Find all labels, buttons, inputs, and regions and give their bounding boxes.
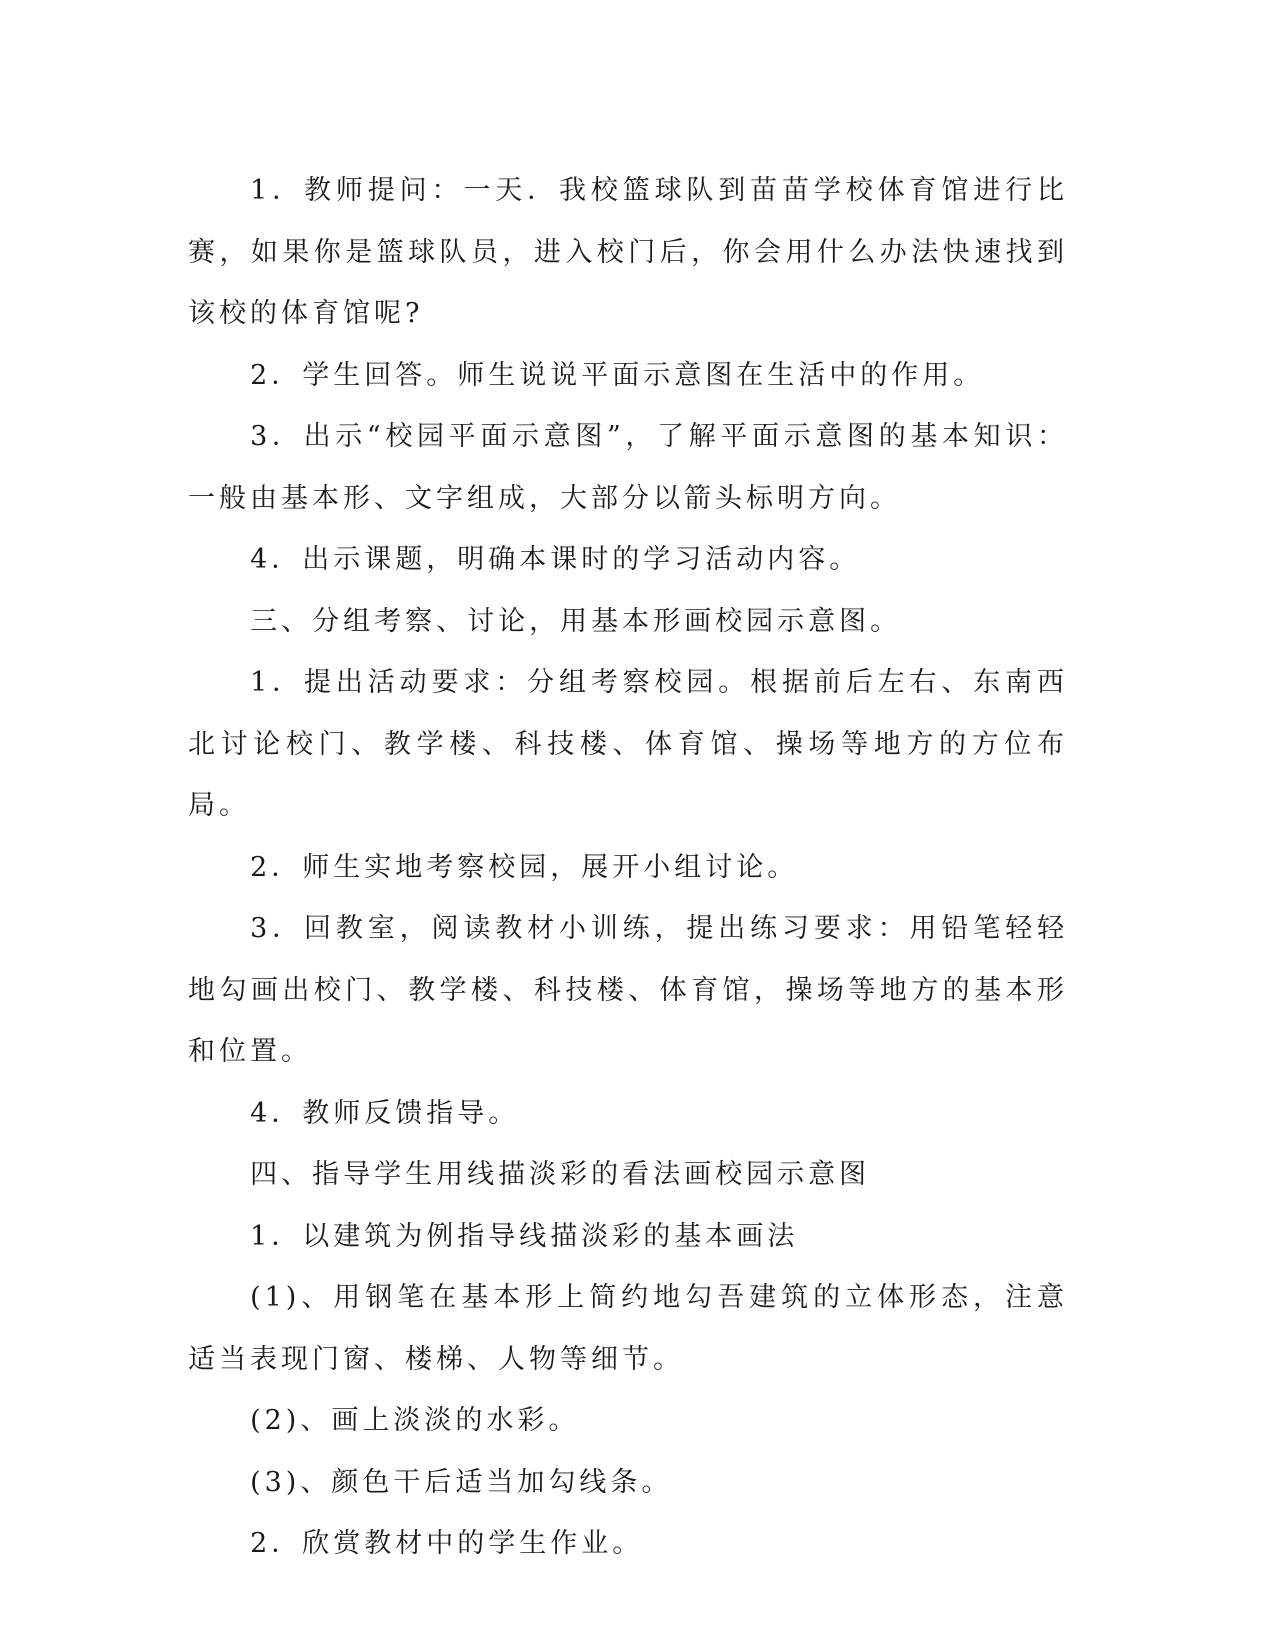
paragraph-show-campus-map: 3．出示“校园平面示意图”，了解平面示意图的基本知识：一般由基本形、文字组成，大部分以箭头标明方向。 xyxy=(188,421,1068,514)
section-heading-3: 三、分组考察、讨论，用基本形画校园示意图。 xyxy=(250,605,902,637)
paragraph-teacher-question: 1．教师提问：一天．我校篮球队到苗苗学校体育馆进行比赛，如果你是篮球队员，进入校门后，你会用什么办法快速找到该校的体育馆呢? xyxy=(188,175,1068,329)
paragraph-show-topic: 4．出示课题，明确本课时的学习活动内容。 xyxy=(250,544,861,575)
paragraph-appreciate-work: 2．欣赏教材中的学生作业。 xyxy=(250,1528,644,1559)
paragraph-field-survey: 2．师生实地考察校园，展开小组讨论。 xyxy=(250,851,799,883)
paragraph-architecture-example: 1．以建筑为例指导线描淡彩的基本画法 xyxy=(250,1220,799,1252)
paragraph-student-answer: 2．学生回答。师生说说平面示意图在生活中的作用。 xyxy=(250,359,985,391)
paragraph-step-2: (2)、画上淡淡的水彩。 xyxy=(250,1405,580,1436)
paragraph-activity-requirements: 1．提出活动要求：分组考察校园。根据前后左右、东南西北讨论校门、教学楼、科技楼、体育馆、操场等地方的方位布局。 xyxy=(188,667,1068,821)
section-heading-4: 四、指导学生用线描淡彩的看法画校园示意图 xyxy=(250,1159,871,1190)
paragraph-step-3: (3)、颜色干后适当加勾线条。 xyxy=(250,1466,673,1498)
document-body xyxy=(188,160,1068,1575)
paragraph-step-1: (1)、用钢笔在基本形上简约地勾吾建筑的立体形态，注意适当表现门窗、楼梯、人物等细节。 xyxy=(188,1282,1068,1375)
paragraph-teacher-feedback: 4．教师反馈指导。 xyxy=(250,1097,520,1129)
paragraph-practice-requirements: 3．回教室，阅读教材小训练，提出练习要求：用铅笔轻轻地勾画出校门、教学楼、科技楼、体育馆，操场等地方的基本形和位置。 xyxy=(188,913,1068,1067)
